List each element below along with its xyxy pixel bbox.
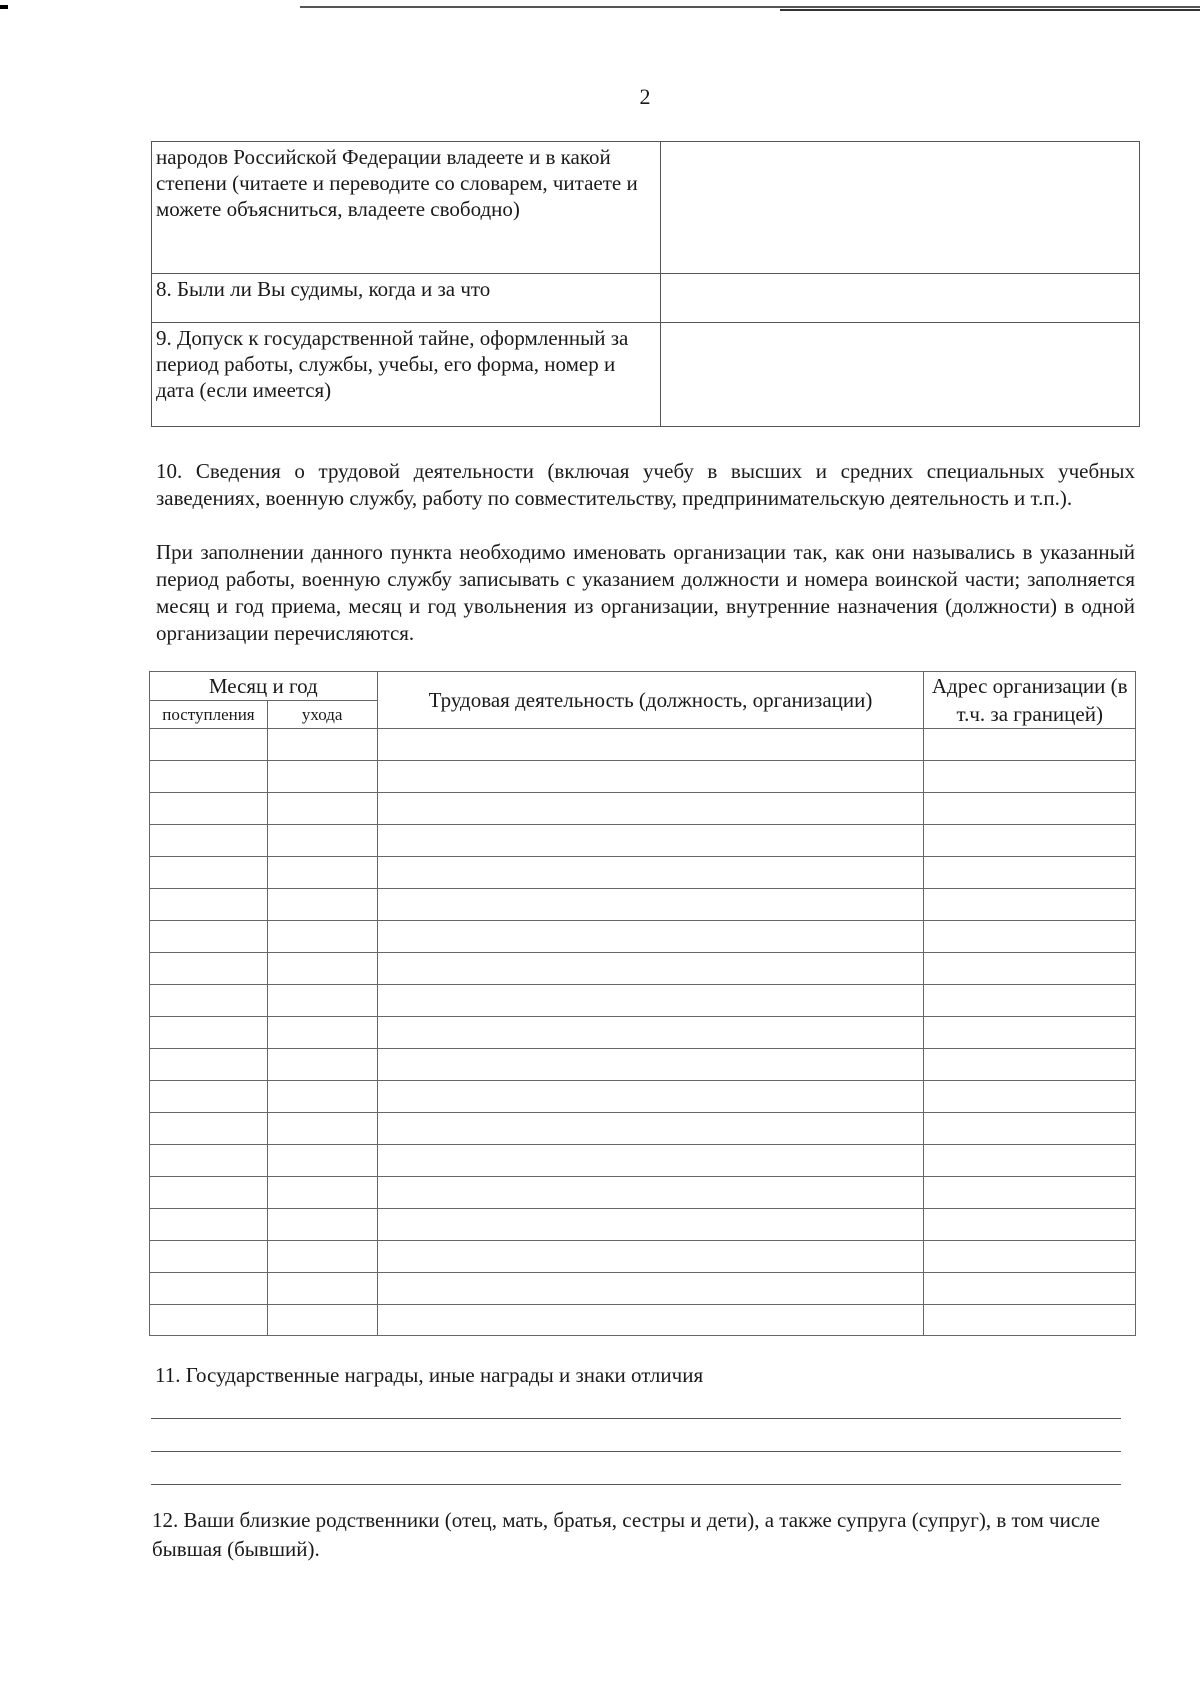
address-cell[interactable]: [924, 1273, 1136, 1305]
activity-cell[interactable]: [377, 857, 924, 889]
work-table-row: [150, 1209, 1136, 1241]
entry-date-cell[interactable]: [150, 1177, 268, 1209]
work-table-row: [150, 921, 1136, 953]
exit-date-cell[interactable]: [267, 1305, 377, 1336]
work-table-row: [150, 825, 1136, 857]
work-table-row: [150, 985, 1136, 1017]
awards-fill-line[interactable]: [151, 1451, 1121, 1452]
work-table-row: [150, 729, 1136, 761]
section-10-title: 10. Сведения о трудовой деятельности (включая учебу в высших и средних специальных учебных заведениях, военную службу, работу по совместительству, предпринимательскую деятельность и т.п.).: [156, 459, 1135, 510]
work-table-row: [150, 1049, 1136, 1081]
work-table-row: [150, 1081, 1136, 1113]
address-cell[interactable]: [924, 761, 1136, 793]
work-table-row: [150, 1273, 1136, 1305]
activity-cell[interactable]: [377, 889, 924, 921]
work-table-header-row: [150, 672, 1136, 701]
work-table-row: [150, 857, 1136, 889]
address-cell[interactable]: [924, 921, 1136, 953]
address-cell[interactable]: [924, 1049, 1136, 1081]
activity-cell[interactable]: [377, 1273, 924, 1305]
exit-date-cell[interactable]: [267, 1113, 377, 1145]
work-table-row: [150, 953, 1136, 985]
exit-date-cell[interactable]: [267, 953, 377, 985]
entry-date-cell[interactable]: [150, 793, 268, 825]
exit-date-cell[interactable]: [267, 985, 377, 1017]
activity-cell[interactable]: [377, 729, 924, 761]
entry-date-cell[interactable]: [150, 1305, 268, 1336]
activity-cell[interactable]: [377, 953, 924, 985]
section-12-title: 12. Ваши близкие родственники (отец, мать, братья, сестры и дети), а также супруга (супруг), в том числе бывшая (бывший).: [152, 1508, 1100, 1561]
question-row-state-secret: [152, 323, 1140, 427]
awards-fill-line[interactable]: [151, 1418, 1121, 1419]
page-number: 2: [639, 84, 651, 109]
entry-date-cell[interactable]: [150, 825, 268, 857]
work-table-row: [150, 1017, 1136, 1049]
activity-cell[interactable]: [377, 1241, 924, 1273]
exit-date-cell[interactable]: [267, 1177, 377, 1209]
question-convictions-text: 8. Были ли Вы судимы, когда и за что: [152, 274, 661, 323]
work-table-row: [150, 1113, 1136, 1145]
exit-date-cell[interactable]: [267, 1081, 377, 1113]
exit-date-cell[interactable]: [267, 1017, 377, 1049]
activity-cell[interactable]: [377, 1081, 924, 1113]
exit-date-cell[interactable]: [267, 1273, 377, 1305]
work-history-table: [149, 671, 1136, 1336]
address-cell[interactable]: [924, 953, 1136, 985]
answer-convictions-field[interactable]: [661, 274, 1140, 323]
entry-date-cell[interactable]: [150, 985, 268, 1017]
entry-date-cell[interactable]: [150, 953, 268, 985]
header-month-year: Месяц и год: [150, 672, 378, 701]
question-row-languages: [152, 142, 1140, 274]
entry-date-cell[interactable]: [150, 1081, 268, 1113]
awards-fill-line[interactable]: [151, 1484, 1121, 1485]
exit-date-cell[interactable]: [267, 921, 377, 953]
activity-cell[interactable]: [377, 793, 924, 825]
questions-table: [151, 141, 1140, 427]
scan-edge-mark: [0, 5, 8, 9]
work-table-row: [150, 889, 1136, 921]
entry-date-cell[interactable]: [150, 729, 268, 761]
exit-date-cell[interactable]: [267, 1241, 377, 1273]
address-cell[interactable]: [924, 1305, 1136, 1336]
activity-cell[interactable]: [377, 825, 924, 857]
work-table-row: [150, 793, 1136, 825]
address-cell[interactable]: [924, 889, 1136, 921]
activity-cell[interactable]: [377, 921, 924, 953]
header-entry: поступления: [150, 701, 268, 729]
exit-date-cell[interactable]: [267, 1209, 377, 1241]
address-cell[interactable]: [924, 1177, 1136, 1209]
activity-cell[interactable]: [377, 1049, 924, 1081]
activity-cell[interactable]: [377, 1113, 924, 1145]
question-row-convictions: [152, 274, 1140, 323]
scan-edge-line: [300, 6, 1200, 8]
exit-date-cell[interactable]: [267, 1145, 377, 1177]
scan-edge-line-dark: [780, 9, 1200, 11]
entry-date-cell[interactable]: [150, 1241, 268, 1273]
address-cell[interactable]: [924, 857, 1136, 889]
address-cell[interactable]: [924, 1209, 1136, 1241]
exit-date-cell[interactable]: [267, 729, 377, 761]
answer-state-secret-field[interactable]: [661, 323, 1140, 427]
activity-cell[interactable]: [377, 1145, 924, 1177]
entry-date-cell[interactable]: [150, 1273, 268, 1305]
activity-cell[interactable]: [377, 1305, 924, 1336]
header-address: Адрес организации (в т.ч. за границей): [924, 672, 1136, 729]
header-exit: ухода: [267, 701, 377, 729]
question-languages-text: народов Российской Федерации владеете и в какой степени (читаете и переводите со словарем, читаете и можете объясниться, владеете свободно): [152, 142, 661, 274]
work-table-row: [150, 761, 1136, 793]
entry-date-cell[interactable]: [150, 1049, 268, 1081]
activity-cell[interactable]: [377, 1209, 924, 1241]
activity-cell[interactable]: [377, 1177, 924, 1209]
work-table-body: [150, 729, 1136, 1336]
header-activity: Трудовая деятельность (должность, организации): [377, 672, 924, 729]
entry-date-cell[interactable]: [150, 1145, 268, 1177]
entry-date-cell[interactable]: [150, 857, 268, 889]
address-cell[interactable]: [924, 825, 1136, 857]
work-table-row: [150, 1241, 1136, 1273]
address-cell[interactable]: [924, 793, 1136, 825]
activity-cell[interactable]: [377, 985, 924, 1017]
answer-languages-field[interactable]: [661, 142, 1140, 274]
work-table-row: [150, 1145, 1136, 1177]
address-cell[interactable]: [924, 1017, 1136, 1049]
entry-date-cell[interactable]: [150, 921, 268, 953]
entry-date-cell[interactable]: [150, 1209, 268, 1241]
address-cell[interactable]: [924, 1081, 1136, 1113]
work-table-row: [150, 1305, 1136, 1336]
address-cell[interactable]: [924, 729, 1136, 761]
address-cell[interactable]: [924, 1113, 1136, 1145]
section-10-instructions: При заполнении данного пункта необходимо именовать организации так, как они назывались в указанный период работы, военную службу записывать с указанием должности и номера воинской части; заполняется месяц и год приема, месяц и год увольнения из организации, внутренние назначения (должности) в одной организации перечисляются.: [156, 540, 1135, 645]
entry-date-cell[interactable]: [150, 889, 268, 921]
address-cell[interactable]: [924, 985, 1136, 1017]
address-cell[interactable]: [924, 1145, 1136, 1177]
section-11-title: 11. Государственные награды, иные награды и знаки отличия: [155, 1363, 704, 1387]
exit-date-cell[interactable]: [267, 857, 377, 889]
exit-date-cell[interactable]: [267, 825, 377, 857]
activity-cell[interactable]: [377, 1017, 924, 1049]
address-cell[interactable]: [924, 1241, 1136, 1273]
exit-date-cell[interactable]: [267, 761, 377, 793]
entry-date-cell[interactable]: [150, 1113, 268, 1145]
entry-date-cell[interactable]: [150, 1017, 268, 1049]
work-table-row: [150, 1177, 1136, 1209]
question-state-secret-text: 9. Допуск к государственной тайне, оформленный за период работы, службы, учебы, его форма, номер и дата (если имеется): [152, 323, 661, 427]
exit-date-cell[interactable]: [267, 1049, 377, 1081]
exit-date-cell[interactable]: [267, 793, 377, 825]
exit-date-cell[interactable]: [267, 889, 377, 921]
activity-cell[interactable]: [377, 761, 924, 793]
entry-date-cell[interactable]: [150, 761, 268, 793]
